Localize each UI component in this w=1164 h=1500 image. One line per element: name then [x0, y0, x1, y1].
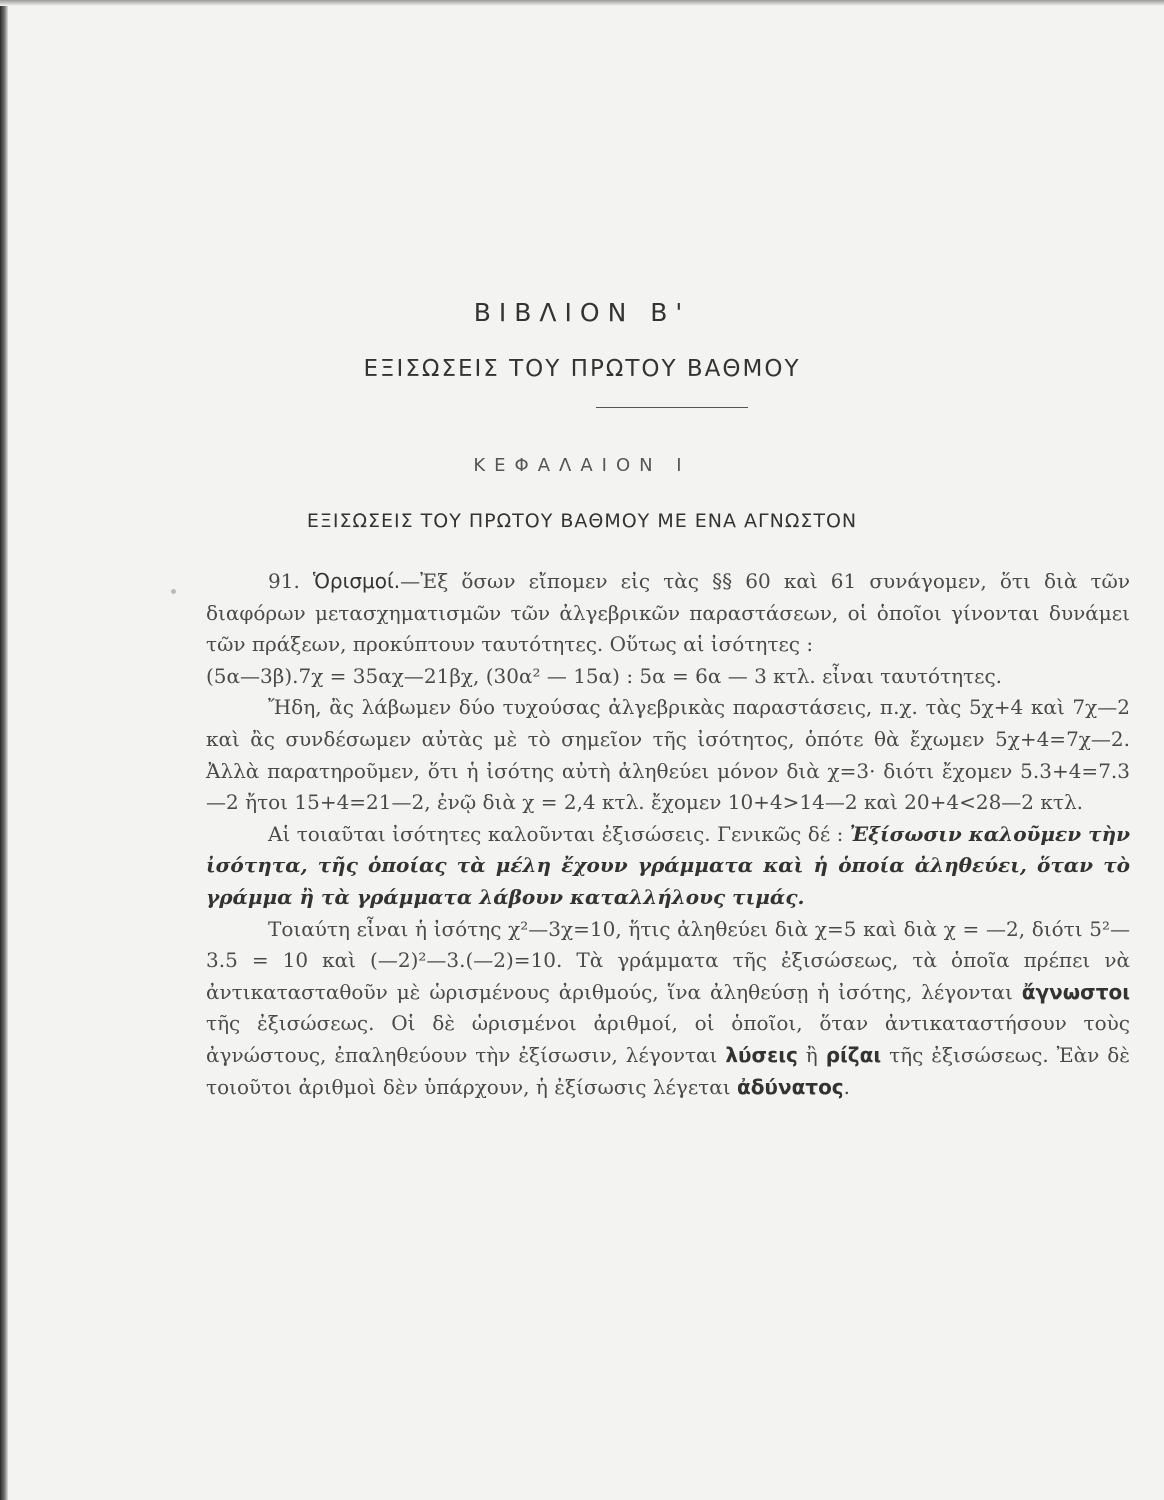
paragraph-definitions — [206, 566, 1130, 661]
page-binding-edge — [0, 0, 8, 1500]
margin-speck — [171, 589, 176, 594]
book-title: ΒΙΒΛΙΟΝ Β' — [473, 298, 691, 327]
term-agnostoi: ἄγνωστοι — [1021, 979, 1130, 1004]
chapter-main-title: ΕΞΙΣΩΣΕΙΣ ΤΟΥ ΠΡΩΤΟΥ ΒΑΘΜΟΥ — [363, 356, 801, 382]
paragraph-text: τῆς ἐξισώσεως. Οἱ δὲ ὡρισμένοι ἀριθμοί, οἱ ὁποῖοι, ὅταν ἀντικαταστήσουν τοὺς ἀγνώστους, ἐπαληθεύουν τὴν ἐξίσωσιν, λέγονται — [206, 1011, 1130, 1067]
chapter-number: ΚΕΦΑΛΑΙΟΝ Ι — [473, 455, 691, 476]
paragraph-text: Τοιαύτη εἶναι ἡ ἰσότης χ²—3χ=10, ἥτις ἀληθεύει διὰ χ=5 καὶ διὰ χ = —2, διότι 5²—3.5 = 10 καὶ (—2)²—3.(—2)=10. Τὰ γράμματα τῆς ἐξισώσεως, τὰ ὁποῖα πρέπει νὰ ἀντικατασταθοῦν μὲ ὡρισμένους ἀριθμούς, ἵνα ἀληθεύσῃ ἡ ἰσότης, λέγονται — [206, 916, 1130, 1004]
term-adynatos: ἀδύνατος — [736, 1074, 844, 1099]
paragraph-text: . — [843, 1074, 851, 1099]
page-top-edge — [0, 0, 1164, 6]
term-rizai: ρίζαι — [825, 1042, 882, 1067]
paragraph-text: —Ἐξ ὅσων εἴπομεν εἰς τὰς §§ 60 καὶ 61 συνάγομεν, ὅτι διὰ τῶν διαφόρων μετασχηματισμῶν τῶν ἀλγεβρικῶν παραστάσεων, οἱ ὁποῖοι γίνονται δυνάμει τῶν πράξεων, προκύπτουν ταυτότητες. Οὕτως αἱ ἰσότητες : — [206, 569, 1130, 657]
paragraph-text: Αἱ τοιαῦται ἰσότητες καλοῦνται ἐξισώσεις. Γενικῶς δέ : — [268, 821, 850, 846]
paragraph-terms — [206, 914, 1130, 1104]
paragraph-text: τῆς ἐξισώσεως. Ἐὰν δὲ τοιοῦτοι ἀριθμοὶ δὲν ὑπάρχουν, ἡ ἐξίσωσις λέγεται — [206, 1042, 1131, 1099]
paragraph-example: Ἤδη, ἂς λάβωμεν δύο τυχούσας ἀλγεβρικὰς παραστάσεις, π.χ. τὰς 5χ+4 καὶ 7χ—2 καὶ ἂς συνδέσωμεν αὐτὰς μὲ τὸ σημεῖον τῆς ἰσότητος, ὁπότε θὰ ἔχωμεν 5χ+4=7χ—2. Ἀλλὰ παρατηροῦμεν, ὅτι ἡ ἰσότης αὐτὴ ἀληθεύει μόνον διὰ χ=3· διότι ἔχομεν 5.3+4=7.3—2 ἤτοι 15+4=21—2, ἐνῷ διὰ χ = 2,4 κτλ. ἔχομεν 10+4>14—2 καὶ 20+4<28—2 κτλ. — [206, 695, 1130, 815]
chapter-subtitle: ΕΞΙΣΩΣΕΙΣ ΤΟΥ ΠΡΩΤΟΥ ΒΑΘΜΟΥ ΜΕ ΕΝΑ ΑΓΝΩΣΤΟΝ — [306, 510, 858, 532]
section-number: 91. — [268, 569, 300, 593]
title-divider — [596, 407, 748, 408]
section-body — [206, 566, 1130, 1103]
section-title: Ὁρισμοί. — [312, 569, 401, 593]
paragraph-definition — [206, 819, 1130, 914]
term-lyseis: λύσεις — [725, 1042, 798, 1067]
paragraph-formula: (5α—3β).7χ = 35αχ—21βχ, (30α² — 15α) : 5α = 6α — 3 κτλ. εἶναι ταυτότητες. — [206, 663, 1003, 688]
definition-emphasis: Ἐξίσωσιν καλοῦμεν τὴν ἰσότητα, τῆς ὁποίας τὰ μέλη ἔχουν γράμματα καὶ ἡ ὁποία ἀληθεύει, ὅταν τὸ γράμμα ἢ τὰ γράμματα λάβουν καταλλήλους τιμάς. — [206, 821, 1131, 909]
paragraph-text: ἢ — [797, 1042, 826, 1067]
